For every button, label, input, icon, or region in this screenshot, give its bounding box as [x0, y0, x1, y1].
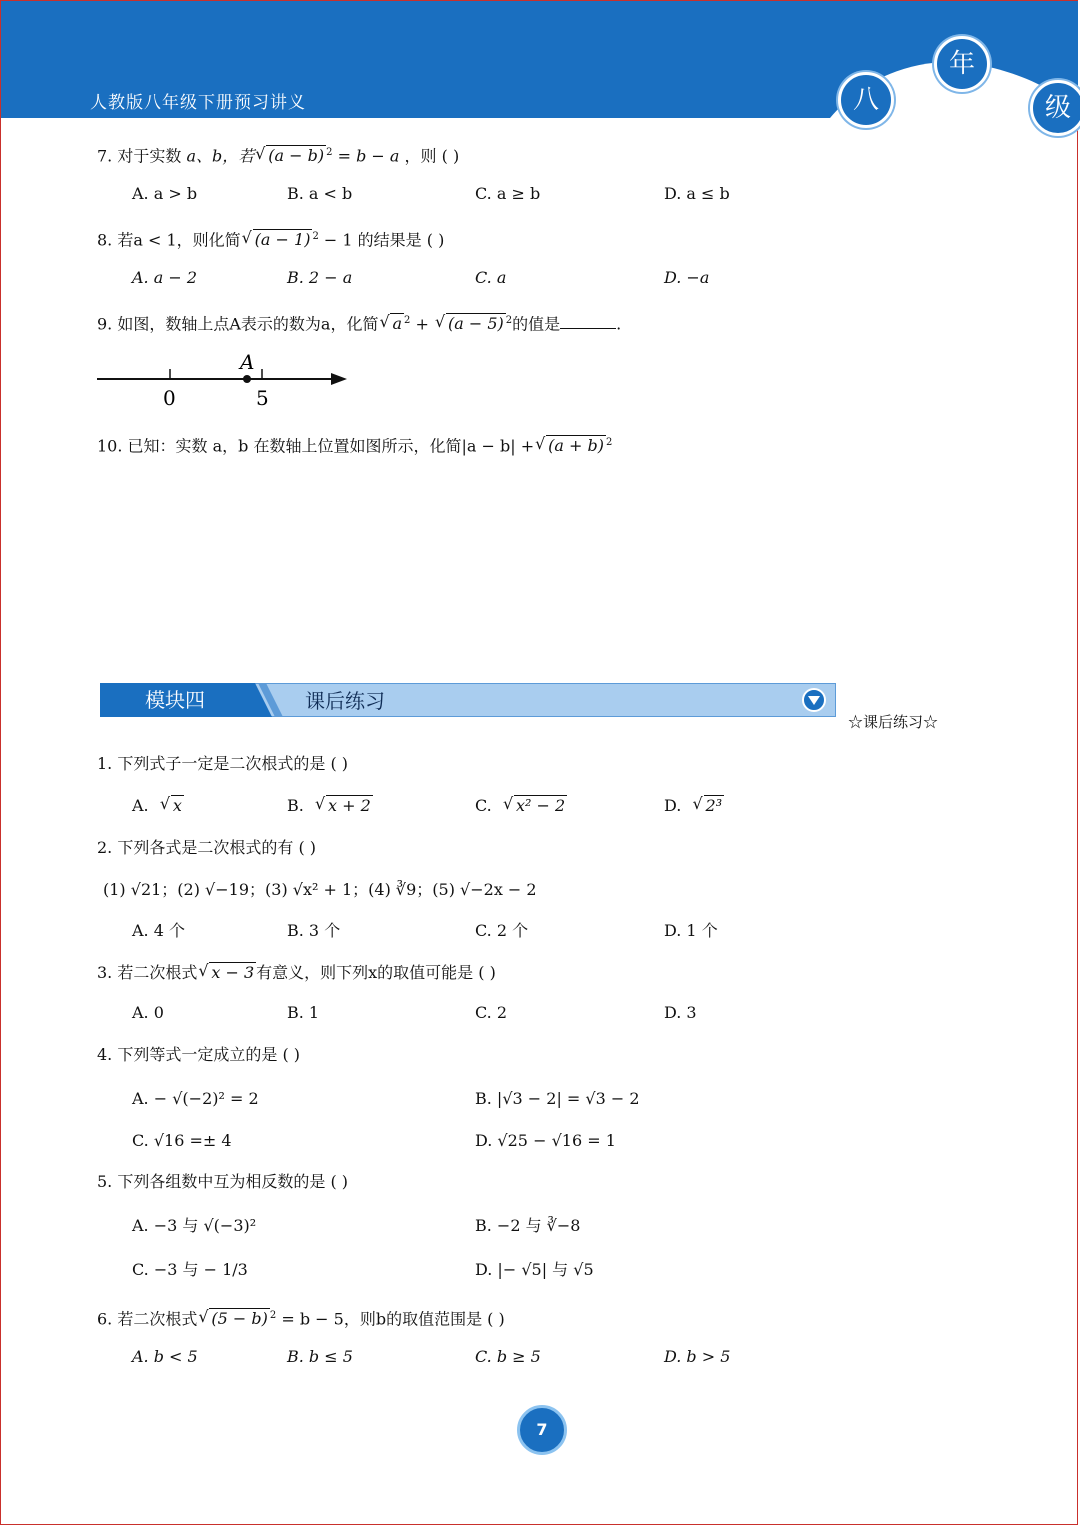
sqrt-expression: √ (a + b)	[535, 434, 606, 458]
p6-option-a[interactable]: A. b < 5	[132, 1347, 198, 1366]
p2-option-a[interactable]: A. 4 个	[132, 921, 185, 940]
p4-option-b[interactable]: B. |√3 − 2| = √3 − 2	[475, 1089, 640, 1108]
q8-option-b[interactable]: B. 2 − a	[287, 268, 353, 287]
badge-ji: 级	[1030, 80, 1080, 136]
p2-items: (1) √21；(2) √−19；(3) √x² + 1；(4) ∛9；(5) √−2x − 2	[103, 880, 537, 899]
p2-option-d[interactable]: D. 1 个	[664, 921, 718, 940]
question-8: 8. 若a < 1，则化简√ (a − 1) $^2$ − 1 的结果是 ( )	[97, 225, 444, 252]
q8-option-a[interactable]: A. a − 2	[132, 268, 198, 287]
q8-option-c[interactable]: C. a	[475, 268, 507, 287]
tick-label-5: 5	[256, 386, 269, 410]
p4-option-d[interactable]: D. √25 − √16 = 1	[475, 1131, 616, 1150]
badge-ba: 八	[838, 72, 894, 128]
q7-option-c[interactable]: C. a ≥ b	[475, 184, 541, 203]
chevron-down-icon[interactable]	[802, 688, 826, 712]
p6-option-c[interactable]: C. b ≥ 5	[475, 1347, 541, 1366]
p5-option-a[interactable]: A. −3 与 √(−3)²	[132, 1216, 257, 1235]
badge-nian: 年	[934, 36, 990, 92]
sqrt-expression: √ x − 3	[198, 961, 256, 985]
page-number: 7	[517, 1405, 567, 1455]
p5-option-d[interactable]: D. |− √5| 与 √5	[475, 1260, 594, 1279]
p3-option-a[interactable]: A. 0	[132, 1003, 164, 1022]
question-9: 9. 如图，数轴上点A表示的数为a，化简√ a $^2$ + √ (a − 5) $^2$的值是 .	[97, 309, 621, 336]
p3-option-c[interactable]: C. 2	[475, 1003, 508, 1022]
p2-option-b[interactable]: B. 3 个	[287, 921, 341, 940]
sqrt-expression: √ a	[379, 312, 404, 336]
practice-question-4: 4. 下列等式一定成立的是 ( )	[97, 1045, 301, 1064]
question-7: 7. 对于实数 a、b，若√ (a − b) $^2$ = b − a ，则 ( )	[97, 141, 459, 168]
p3-option-b[interactable]: B. 1	[287, 1003, 320, 1022]
p4-option-a[interactable]: A. − √(−2)² = 2	[132, 1089, 259, 1108]
header-wave	[0, 0, 1080, 140]
sqrt-expression: √ (5 − b)	[198, 1307, 269, 1331]
sqrt-expression: √ (a − 5)	[435, 312, 506, 336]
module-title: 课后练习	[305, 689, 385, 713]
q7-option-a[interactable]: A. a > b	[132, 184, 198, 203]
p5-option-c[interactable]: C. −3 与 − 1/3	[132, 1260, 248, 1279]
p6-option-b[interactable]: B. b ≤ 5	[287, 1347, 353, 1366]
practice-question-3: 3. 若二次根式√ x − 3 有意义，则下列x的取值可能是 ( )	[97, 961, 496, 985]
sqrt-expression: √ (a − 1)	[242, 228, 313, 252]
p6-option-d[interactable]: D. b > 5	[664, 1347, 731, 1366]
point-a-label: A	[240, 350, 255, 374]
p1-option-b[interactable]: B. √ x + 2	[287, 794, 373, 818]
p1-option-d[interactable]: D. √ 2³	[664, 794, 724, 818]
p1-option-a[interactable]: A. √ x	[132, 794, 184, 818]
practice-question-1: 1. 下列式子一定是二次根式的是 ( )	[97, 754, 349, 773]
number-line	[95, 345, 355, 415]
module-label: 模块四	[145, 688, 205, 712]
p4-option-c[interactable]: C. √16 =± 4	[132, 1131, 232, 1150]
sqrt-expression: √ (a − b)	[255, 144, 326, 168]
p2-option-c[interactable]: C. 2 个	[475, 921, 529, 940]
q7-option-d[interactable]: D. a ≤ b	[664, 184, 730, 203]
practice-question-2: 2. 下列各式是二次根式的有 ( )	[97, 838, 317, 857]
answer-blank[interactable]	[560, 312, 616, 329]
practice-question-5: 5. 下列各组数中互为相反数的是 ( )	[97, 1172, 349, 1191]
p5-option-b[interactable]: B. −2 与 ∛−8	[475, 1216, 581, 1235]
q8-option-d[interactable]: D. −a	[664, 268, 710, 287]
module-note: ☆课后练习☆	[848, 713, 939, 731]
p3-option-d[interactable]: D. 3	[664, 1003, 697, 1022]
tick-label-0: 0	[163, 386, 176, 410]
question-10: 10. 已知：实数 a，b 在数轴上位置如图所示，化简|a − b| +√ (a + b) $^2$	[97, 431, 612, 458]
practice-question-6: 6. 若二次根式√ (5 − b) $^2$ = b − 5，则b的取值范围是 ( )	[97, 1304, 505, 1331]
header-title: 人教版八年级下册预习讲义	[90, 93, 306, 113]
p1-option-c[interactable]: C. √ x² − 2	[475, 794, 567, 818]
q7-option-b[interactable]: B. a < b	[287, 184, 353, 203]
